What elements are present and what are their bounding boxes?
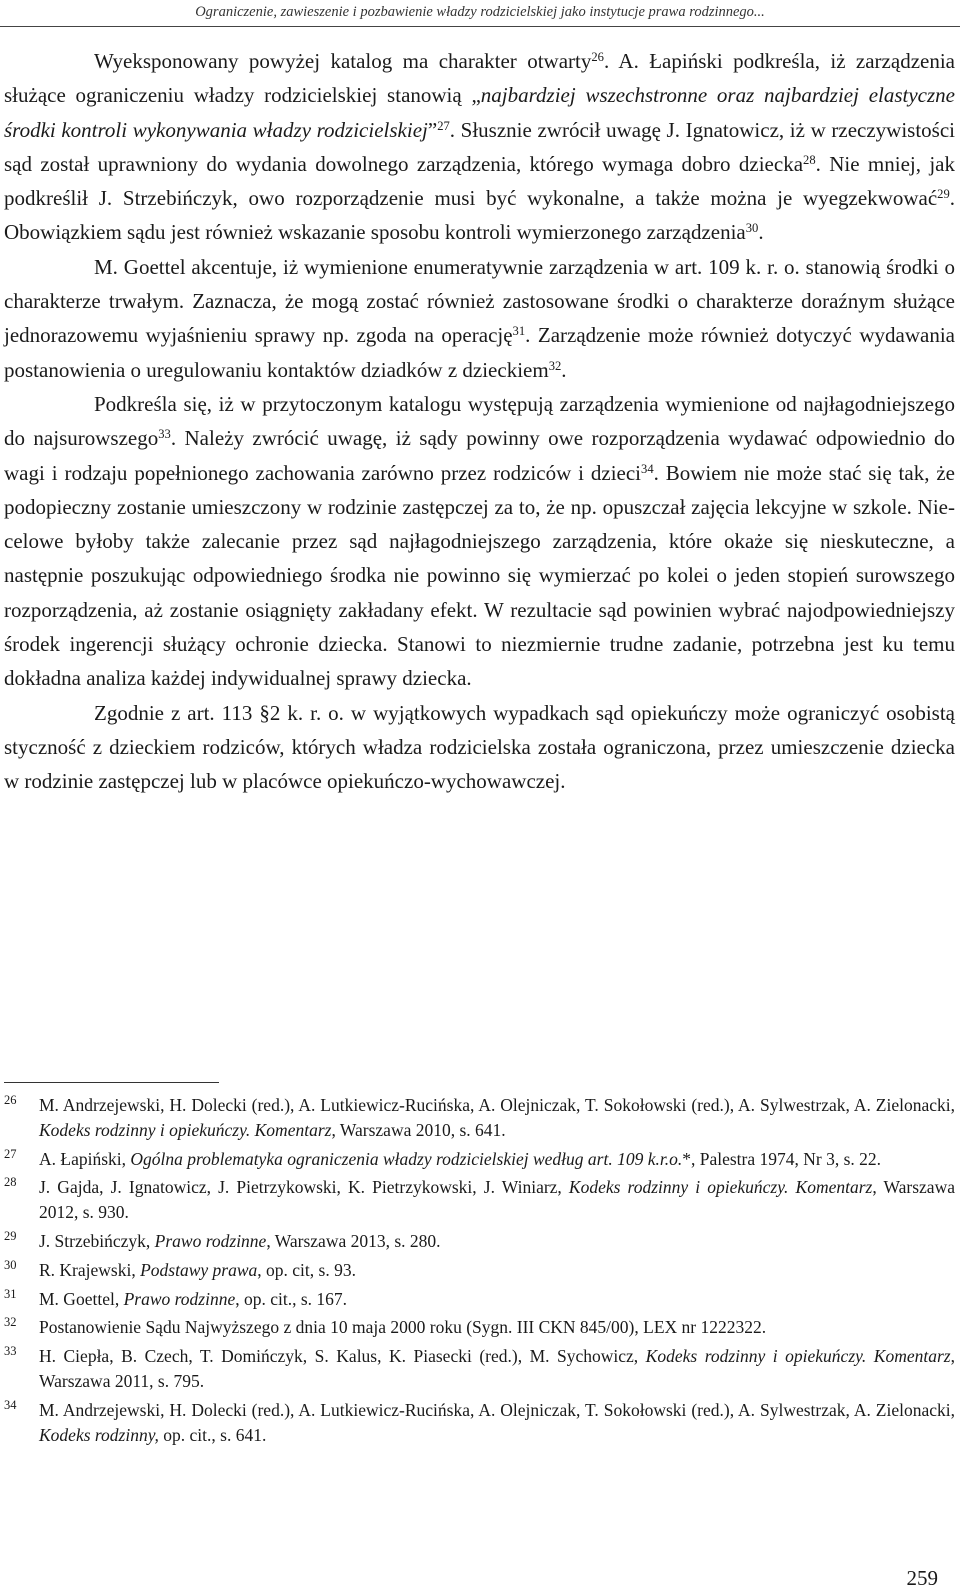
footnote-33: 33 H. Ciepła, B. Czech, T. Domińczyk, S. Kalus, K. Piasecki (red.), M. Sychowicz, Kodeks rodzinny i opiekuńczy. Komentarz, Warszawa 2011, s. 795. [4, 1344, 955, 1394]
footnote-number: 29 [4, 1228, 17, 1243]
footnote-number: 34 [4, 1397, 17, 1412]
footnote-number: 27 [4, 1146, 17, 1161]
running-header: Ograniczenie, zawieszenie i pozbawienie władzy rodzicielskiej jako instytucje prawa rodzinnego... [195, 4, 765, 20]
footnote-number: 32 [4, 1315, 17, 1330]
footnote-ref-31[interactable]: 31 [512, 324, 526, 339]
footnote-27: 27 A. Łapiński, Ogólna problematyka ograniczenia władzy rodzicielskiej według art. 109 k.r.o.*, Palestra 1974, Nr 3, s. 22. [4, 1147, 955, 1172]
footnote-ref-27[interactable]: 27 [437, 118, 450, 133]
footnote-separator [4, 1082, 219, 1083]
footnote-ref-28[interactable]: 28 [803, 152, 816, 167]
paragraph-4: Zgodnie z art. 113 §2 k. r. o. w wyjątkowych wypadkach sąd opiekuńczy może ograniczyć osobistą styczność z dzieckiem rodziców, których władza rodzicielska została ograniczona, przez umieszczenie dziecka w rodzinie zastępczej lub w placówce opiekuńczo-wychowawczej. [4, 700, 955, 794]
footnotes [4, 1093, 955, 1451]
footnote-ref-30[interactable]: 30 [745, 221, 759, 236]
quotation: najbardziej wszechstronne oraz najbardziej elastyczne środki kontroli wykonywania władzy rodzicielskiej [4, 83, 955, 142]
footnote-number: 26 [4, 1093, 17, 1107]
footnote-number: 31 [4, 1286, 17, 1301]
footnote-26: 26 M. Andrzejewski, H. Dolecki (red.), A. Lutkiewicz-Rucińska, A. Olejniczak, T. Sokołowski (red.), A. Sylwestrzak, A. Zielonacki, Kodeks rodzinny i opiekuńczy. Komentarz, Warszawa 2010, s. 641. [4, 1093, 955, 1143]
paragraph-1: Wyeksponowany powyżej katalog ma charakter otwarty$^{26}$. A. Łapiński podkreśla, iż zarządzenia służące ograniczeniu władzy rodzicielskiej stanowią „najbardziej wszechstronne oraz najbardziej elastyczne środki kontroli wykonywania władzy rodzicielskiej”$^{27}$. Słusznie zwrócił uwagę J. Ignatowicz, iż w rzeczywistości sąd został uprawniony do wydania dowolnego zarządzenia, którego wymaga dobro dziecka$^{28}$. Nie mniej, jak podkreślił J. Strzebińczyk, owo rozporządzenie musi być wykonalne, a także można je wyegzekwować$^{29}$. Obowiązkiem sądu jest również wskazanie sposobu kontroli wymierzonego zarządzenia$^{30}$. [4, 49, 955, 245]
footnote-29: 29 J. Strzebińczyk, Prawo rodzinne, Warszawa 2013, s. 280. [4, 1229, 955, 1254]
footnote-28: 28 J. Gajda, J. Ignatowicz, J. Pietrzykowski, K. Pietrzykowski, J. Winiarz, Kodeks rodzinny i opiekuńczy. Komentarz, Warszawa 2012, s. 930. [4, 1175, 955, 1225]
footnote-34: 34 M. Andrzejewski, H. Dolecki (red.), A. Lutkiewicz-Rucińska, A. Olejniczak, T. Sokołowski (red.), A. Sylwestrzak, A. Zielonacki, Kodeks rodzinny, op. cit., s. 641. [4, 1398, 955, 1448]
footnote-ref-29[interactable]: 29 [937, 187, 950, 202]
footnote-number: 28 [4, 1175, 17, 1190]
header-divider [0, 26, 960, 27]
footnote-ref-34[interactable]: 34 [641, 461, 654, 476]
footnote-ref-26[interactable]: 26 [591, 50, 604, 65]
page-number: 259 [906, 1566, 938, 1590]
paragraph-2: M. Goettel akcentuje, iż wymienione enumeratywnie zarządzenia w art. 109 k. r. o. stanowią środki o charakterze trwałym. Zaznacza, że mogą zostać również zastosowane środki o charakterze doraźnym służące jednorazowemu wyjaśnieniu sprawy np. zgoda na operację$^{31}$. Zarządzenie może również dotyczyć wydawania postanowienia o uregulowaniu kontaktów dziadków z dzieckiem$^{32}$. [4, 254, 955, 382]
footnote-ref-32[interactable]: 32 [548, 358, 562, 373]
footnote-32: 32 Postanowienie Sądu Najwyższego z dnia 10 maja 2000 roku (Sygn. III CKN 845/00), LEX nr 1222322. [4, 1315, 955, 1340]
footnote-number: 33 [4, 1344, 17, 1359]
main-text [4, 44, 955, 799]
footnote-30: 30 R. Krajewski, Podstawy prawa, op. cit, s. 93. [4, 1258, 955, 1283]
footnote-ref-33[interactable]: 33 [158, 427, 171, 442]
footnote-31: 31 M. Goettel, Prawo rodzinne, op. cit., s. 167. [4, 1287, 955, 1312]
paragraph-3: Podkreśla się, iż w przytoczonym katalogu występują zarządzenia wymienione od najłagodniejszego do najsurowszego$^{33}$. Należy zwrócić uwagę, iż sądy powinny owe rozporządzenia wydawać odpowiednio do wagi i rodzaju popełnionego zachowania zarówno przez rodziców i dzieci$^{34}$. Bowiem nie może stać się tak, że podopieczny zostanie umieszczony w rodzinie zastępczej za to, że np. opuszczał zajęcia lekcyjne w szkole. Niecelowe byłoby także zalecanie przez sąd najłagodniejszego zarządzenia, które okaże się nieskuteczne, a następnie poszukując odpowiedniego środka nie powinno się wymierzać po kolei o jeden stopień surowszego rozporządzenia, aż zostanie osiągnięty zakładany efekt. W rezultacie sąd powinien wybrać najodpowiedniejszy środek ingerencji służący ochronie dziecka. Stanowi to niezmiernie trudne zadanie, potrzebna jest ku temu dokładna analiza każdej indywidualnej sprawy dziecka. [4, 391, 955, 691]
footnote-number: 30 [4, 1257, 17, 1272]
